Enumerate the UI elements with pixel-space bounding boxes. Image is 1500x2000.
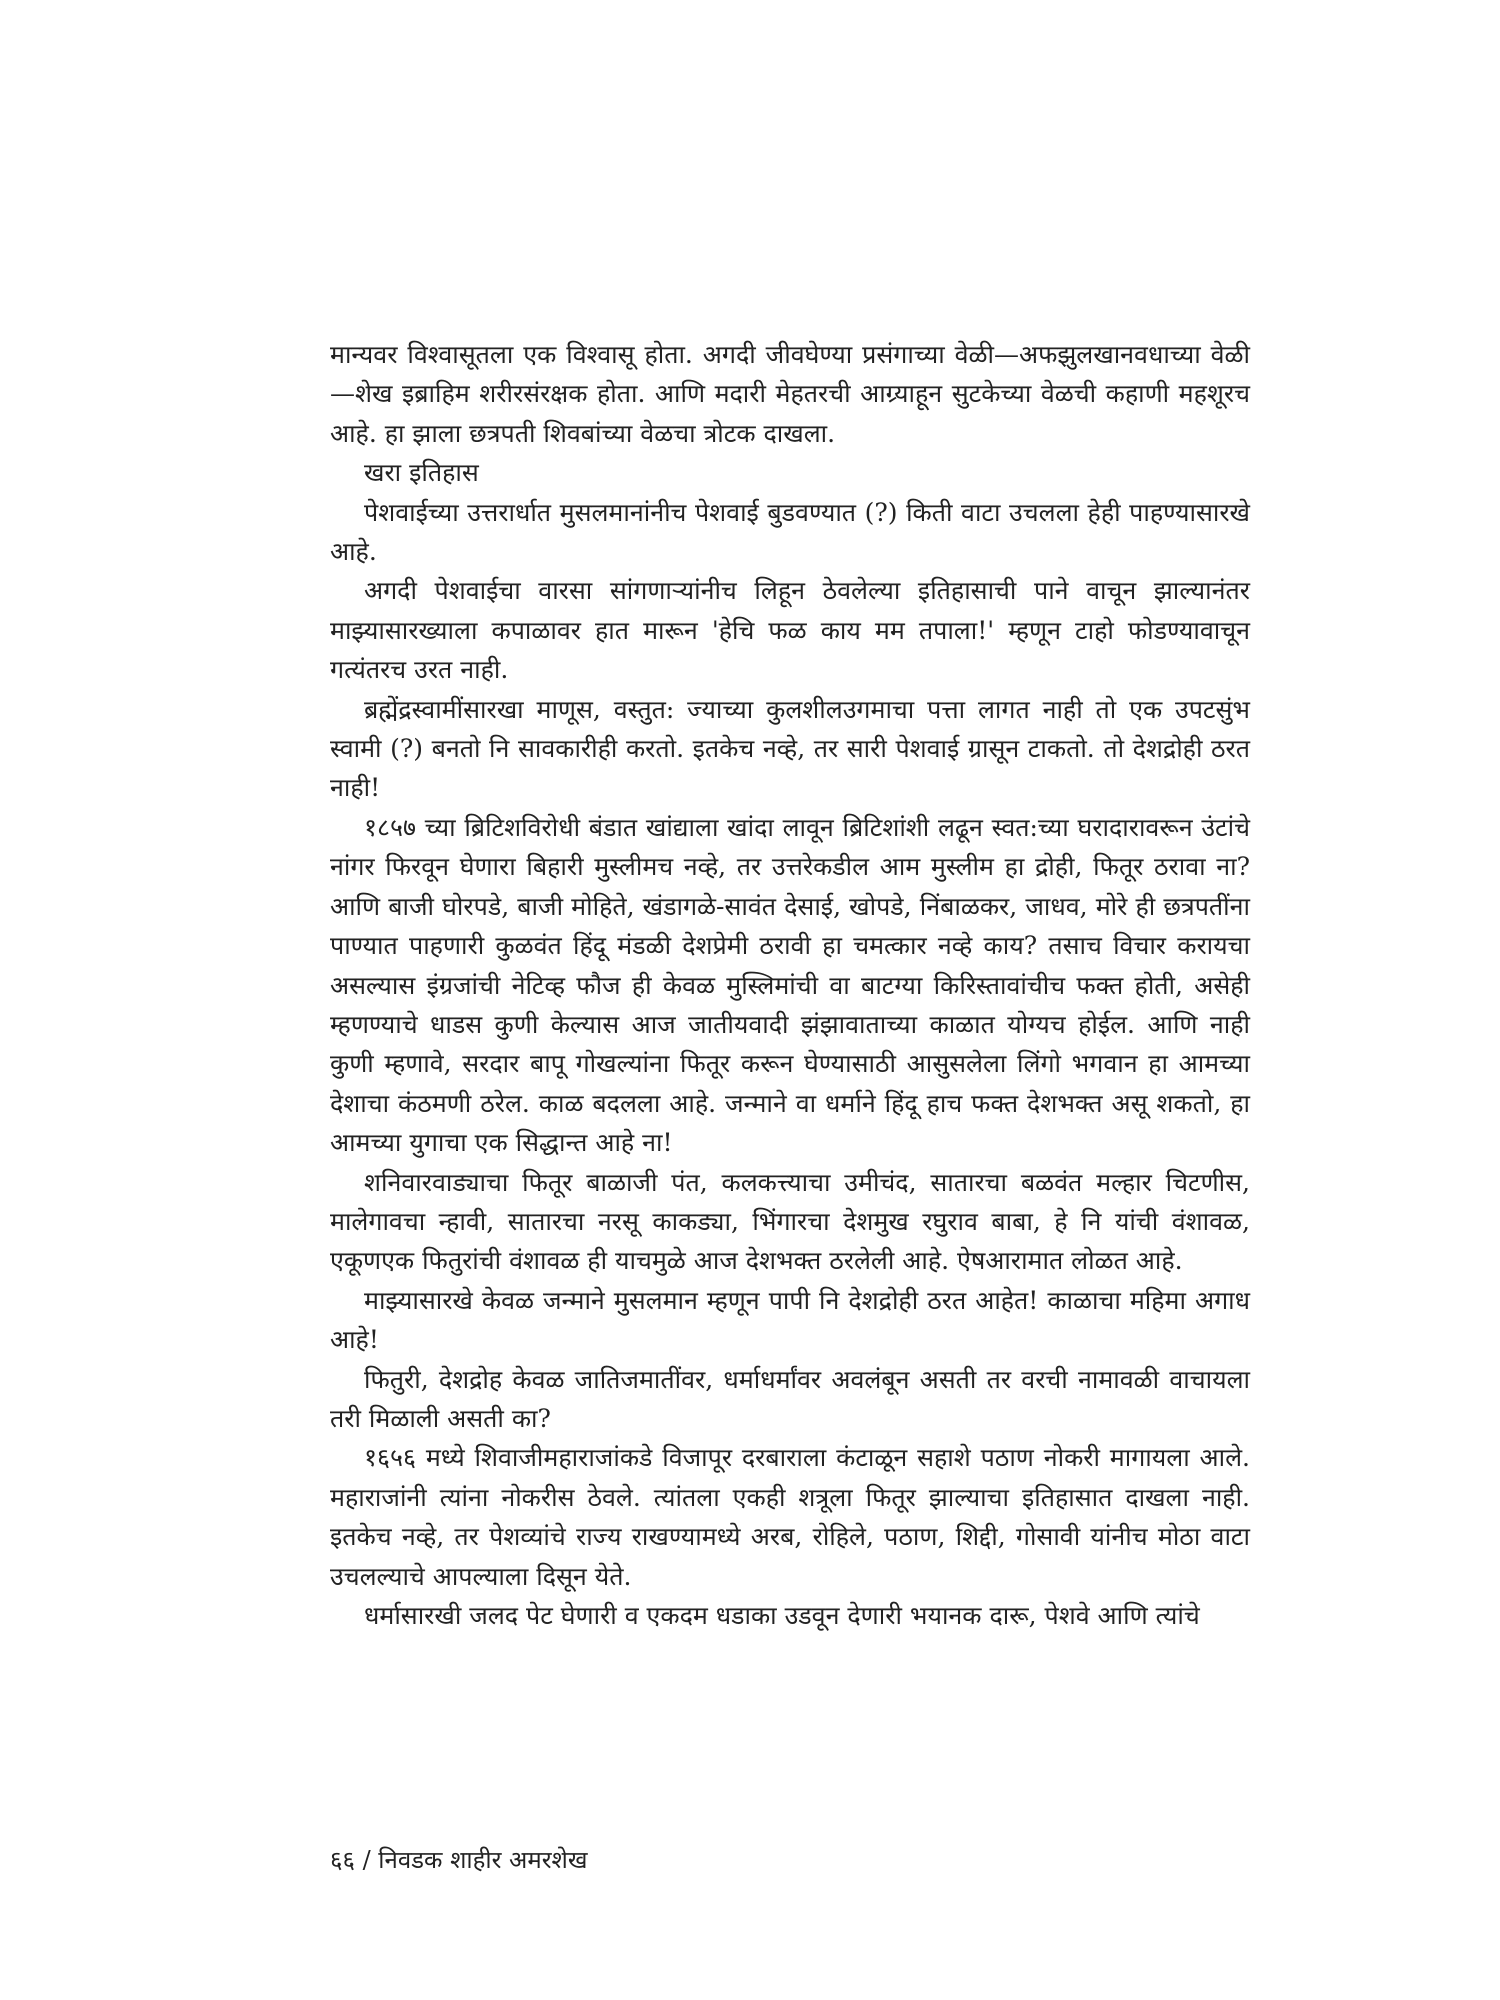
paragraph: पेशवाईच्या उत्तरार्धात मुसलमानांनीच पेशवाई बुडवण्यात (?) किती वाटा उचलला हेही पाहण्यासारखे आहे. bbox=[330, 497, 1250, 567]
paragraph: अगदी पेशवाईचा वारसा सांगणाऱ्यांनीच लिहून ठेवलेल्या इतिहासाची पाने वाचून झाल्यानंतर माझ्यासारख्याला कपाळावर हात मारून 'हेचि फळ काय मम तपाला!' म्हणून टाहो फोडण्यावाचून गत्यंतरच उरत नाही. bbox=[330, 576, 1250, 685]
paragraph: १८५७ च्या ब्रिटिशविरोधी बंडात खांद्याला खांदा लावून ब्रिटिशांशी लढून स्वत:च्या घरादारावरून उंटांचे नांगर फिरवून घेणारा बिहारी मुस्लीमच नव्हे, तर उत्तरेकडील आम मुस्लीम हा द्रोही, फितूर ठरावा ना? आणि बाजी घोरपडे, बाजी मोहिते, खंडागळे-सावंत देसाई, खोपडे, निंबाळकर, जाधव, मोरे ही छत्रपतींना पाण्यात पाहणारी कुळवंत हिंदू मंडळी देशप्रेमी ठरावी हा चमत्कार नव्हे काय? तसाच विचार करायचा असल्यास इंग्रजांची नेटिव्ह फौज ही केवळ मुस्लिमांची वा बाटग्या किरिस्तावांचीच फक्त होती, असेही म्हणण्याचे धाडस कुणी केल्यास आज जातीयवादी झंझावाताच्या काळात योग्यच होईल. आणि नाही कुणी म्हणावे, सरदार बापू गोखल्यांना फितूर करून घेण्यासाठी आसुसलेला लिंगो भगवान हा आमच्या देशाचा कंठमणी ठरेल. काळ बदलला आहे. जन्माने वा धर्माने हिंदू हाच फक्त देशभक्त असू शकतो, हा आमच्या युगाचा एक सिद्धान्त आहे ना! bbox=[330, 812, 1250, 1158]
paragraph: मान्यवर विश्वासूतला एक विश्वासू होता. अगदी जीवघेण्या प्रसंगाच्या वेळी—अफझुलखानवधाच्या वेळी—शेख इब्राहिम शरीरसंरक्षक होता. आणि मदारी मेहतरची आग्र्याहून सुटकेच्या वेळची कहाणी महशूरच आहे. हा झाला छत्रपती शिवबांच्या वेळचा त्रोटक दाखला. bbox=[330, 340, 1250, 448]
paragraph: १६५६ मध्ये शिवाजीमहाराजांकडे विजापूर दरबाराला कंटाळून सहाशे पठाण नोकरी मागायला आले. महाराजांनी त्यांना नोकरीस ठेवले. त्यांतला एकही शत्रूला फितूर झाल्याचा इतिहासात दाखला नाही. इतकेच नव्हे, तर पेशव्यांचे राज्य राखण्यामध्ये अरब, रोहिले, पठाण, शिद्दी, गोसावी यांनीच मोठा वाटा उचलल्याचे आपल्याला दिसून येते. bbox=[330, 1443, 1250, 1591]
section-heading: खरा इतिहास bbox=[364, 458, 479, 488]
paragraph: शनिवारवाड्याचा फितूर बाळाजी पंत, कलकत्त्याचा उमीचंद, सातारचा बळवंत मल्हार चिटणीस, मालेगावचा न्हावी, सातारचा नरसू काकड्या, भिंगारचा देशमुख रघुराव बाबा, हे नि यांची वंशावळ, एकूणएक फितुरांची वंशावळ ही याचमुळे आज देशभक्त ठरलेली आहे. ऐषआरामात लोळत आहे. bbox=[330, 1167, 1250, 1276]
paragraph: फितुरी, देशद्रोह केवळ जातिजमातींवर, धर्माधर्मांवर अवलंबून असती तर वरची नामावळी वाचायला तरी मिळाली असती का? bbox=[330, 1364, 1250, 1433]
paragraph: धर्मासारखी जलद पेट घेणारी व एकदम धडाका उडवून देणारी भयानक दारू, पेशवे आणि त्यांचे bbox=[364, 1601, 1200, 1630]
paragraph: माझ्यासारखे केवळ जन्माने मुसलमान म्हणून पापी नि देशद्रोही ठरत आहेत! काळाचा महिमा अगाध आहे! bbox=[330, 1285, 1250, 1355]
page-footer: ६६ / निवडक शाहीर अमरशेख bbox=[330, 1846, 588, 1874]
body-text bbox=[330, 335, 1250, 1635]
paragraph: ब्रह्मेंद्रस्वामींसारखा माणूस, वस्तुत: ज्याच्या कुलशीलउगमाचा पत्ता लागत नाही तो एक उपटसुंभ स्वामी (?) बनतो नि सावकारीही करतो. इतकेच नव्हे, तर सारी पेशवाई ग्रासून टाकतो. तो देशद्रोही ठरत नाही! bbox=[330, 694, 1250, 803]
